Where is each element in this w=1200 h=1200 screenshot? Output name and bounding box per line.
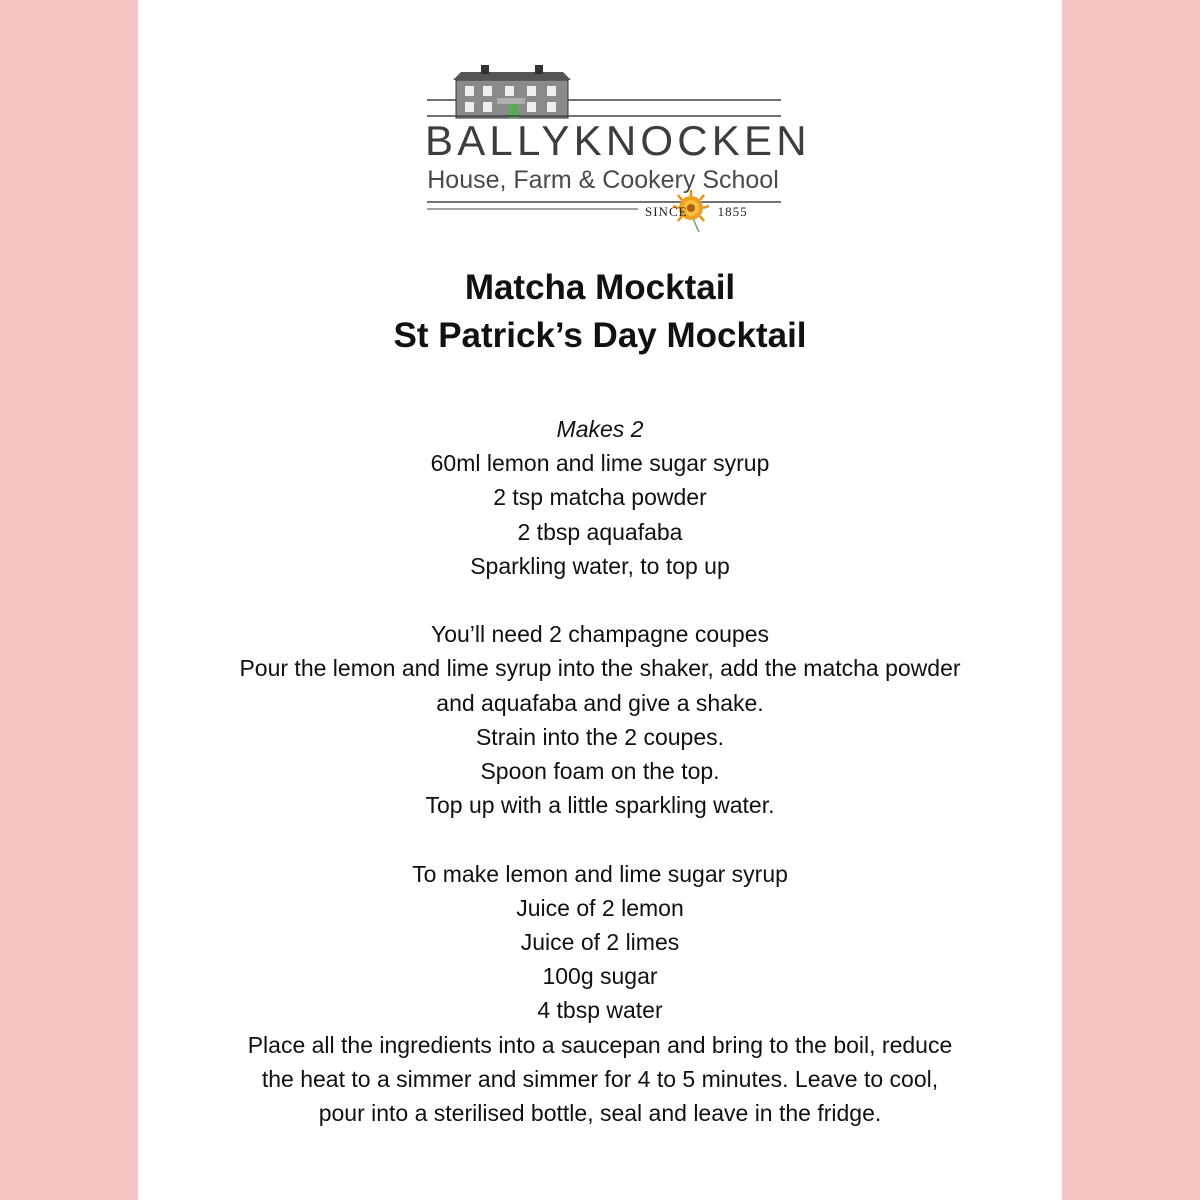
since-label: SINCE — [645, 204, 688, 219]
title-line-2: St Patrick’s Day Mocktail — [393, 316, 807, 355]
spacer — [138, 583, 1062, 617]
ballyknocken-logo — [423, 62, 811, 234]
logo-subtitle: House, Farm & Cookery School — [427, 166, 779, 194]
syrup-instruction: pour into a sterilised bottle, seal and leave in the fridge. — [318, 1100, 882, 1127]
syrup-instruction: Place all the ingredients into a saucepan and bring to the boil, reduce — [247, 1031, 953, 1058]
ingredient-item: Sparkling water, to top up — [470, 552, 730, 579]
method-line: Spoon foam on the top. — [480, 758, 720, 785]
method-line: and aquafaba and give a shake. — [436, 689, 764, 716]
ingredient-item: 60ml lemon and lime sugar syrup — [430, 450, 770, 477]
title-line-1: Matcha Mocktail — [464, 268, 736, 307]
logo-since — [645, 204, 748, 220]
method-line: Strain into the 2 coupes. — [475, 723, 725, 750]
farmhouse-icon — [453, 65, 571, 118]
logo-name: BALLYKNOCKEN — [425, 117, 811, 164]
recipe-body — [138, 412, 1062, 1130]
syrup-item: 100g sugar — [542, 963, 658, 990]
syrup-item: Juice of 2 lemon — [516, 894, 684, 921]
ingredient-item: 2 tsp matcha powder — [493, 484, 707, 511]
makes-label: Makes 2 — [556, 416, 644, 442]
since-year: 1855 — [717, 204, 748, 219]
method-line: Top up with a little sparkling water. — [425, 792, 775, 819]
syrup-heading: To make lemon and lime sugar syrup — [412, 860, 788, 887]
syrup-instruction: the heat to a simmer and simmer for 4 to 5 minutes. Leave to cool, — [261, 1065, 939, 1092]
method-line: Pour the lemon and lime syrup into the shaker, add the matcha powder — [239, 655, 961, 682]
method-line: You’ll need 2 champagne coupes — [430, 621, 770, 648]
recipe-title — [138, 264, 1062, 360]
syrup-item: Juice of 2 limes — [520, 929, 680, 956]
recipe-card — [138, 0, 1062, 1200]
spacer — [138, 822, 1062, 856]
syrup-item: 4 tbsp water — [537, 997, 663, 1024]
ingredient-item: 2 tbsp aquafaba — [517, 518, 683, 545]
